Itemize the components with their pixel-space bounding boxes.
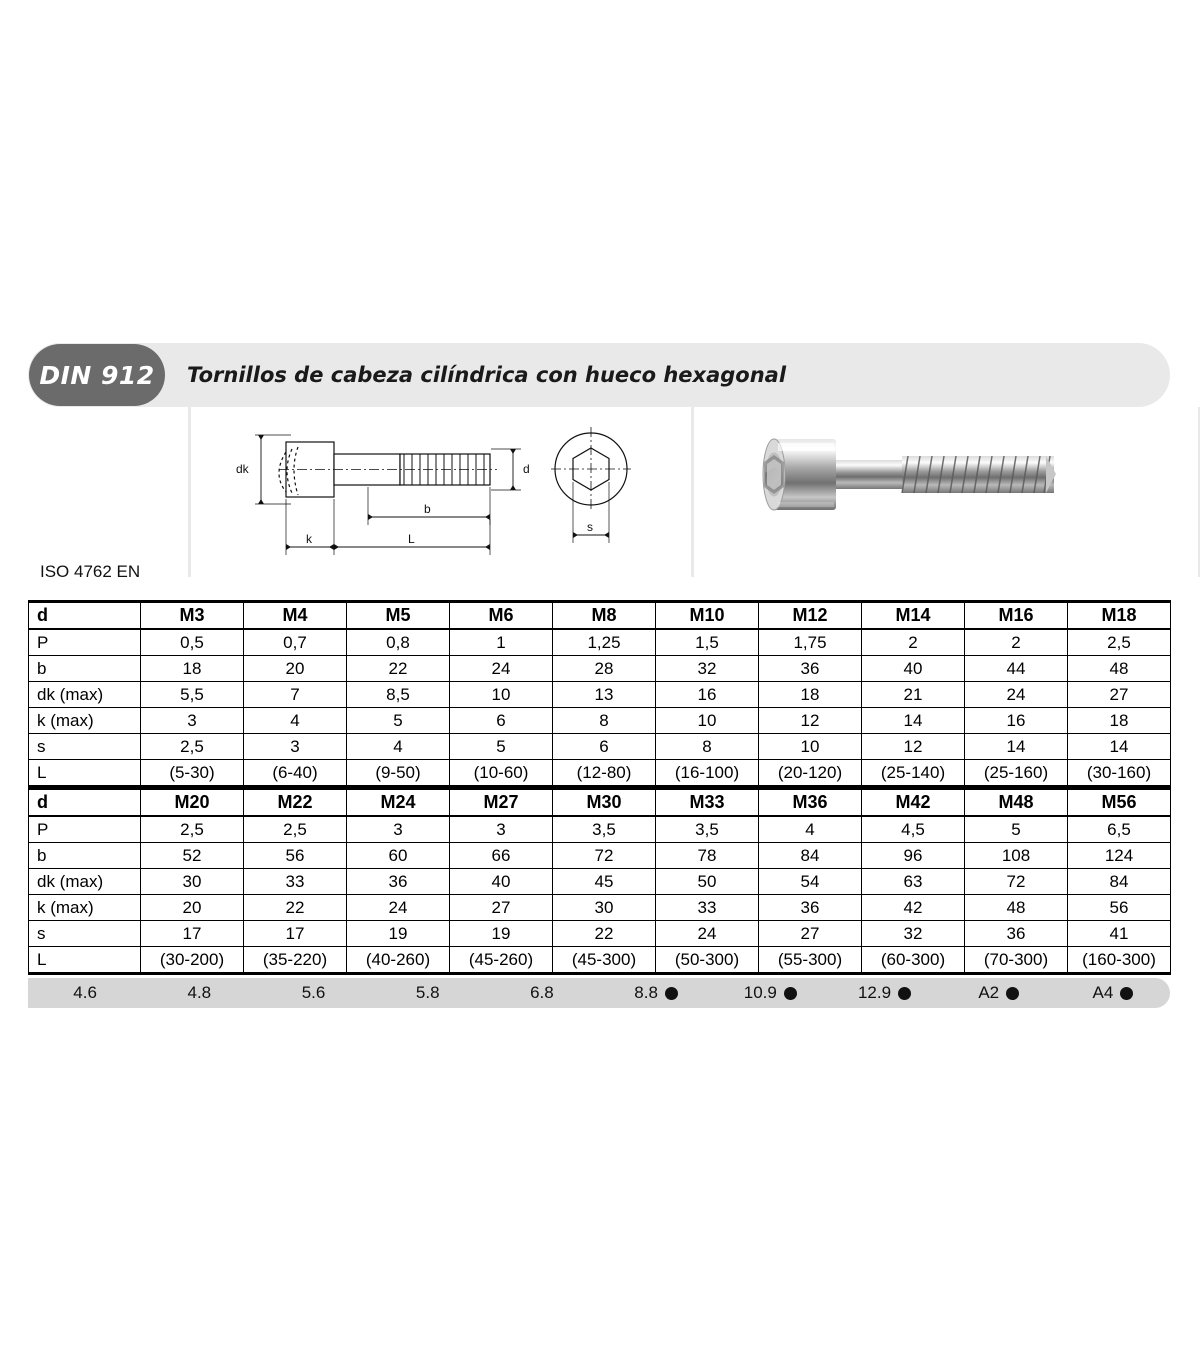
row-label: k (max) xyxy=(29,708,141,734)
cell: 84 xyxy=(759,843,862,869)
cell: (45-260) xyxy=(450,947,553,974)
product-photo-panel xyxy=(694,407,1200,577)
cell: 48 xyxy=(1068,656,1171,682)
table-row xyxy=(29,895,1171,921)
grade-label: 6.8 xyxy=(530,983,554,1002)
cell: 32 xyxy=(862,921,965,947)
grade-item xyxy=(942,983,1056,1003)
table2-header-cell: d xyxy=(29,789,141,817)
grade-label: 4.6 xyxy=(73,983,97,1002)
cell: 13 xyxy=(553,682,656,708)
cell: 20 xyxy=(244,656,347,682)
grade-item xyxy=(28,983,142,1003)
cell: 32 xyxy=(656,656,759,682)
grade-available-dot xyxy=(1006,987,1019,1000)
table2-header-cell: M30 xyxy=(553,789,656,817)
cell: 24 xyxy=(347,895,450,921)
cell: 3 xyxy=(141,708,244,734)
cell: 19 xyxy=(450,921,553,947)
cell: 24 xyxy=(450,656,553,682)
cell: 27 xyxy=(1068,682,1171,708)
table2-header-cell: M48 xyxy=(965,789,1068,817)
cell: 19 xyxy=(347,921,450,947)
cell: 10 xyxy=(759,734,862,760)
table2-header-cell: M36 xyxy=(759,789,862,817)
grade-item xyxy=(256,983,370,1003)
cell: 27 xyxy=(759,921,862,947)
grade-label: 5.6 xyxy=(301,983,326,1002)
table1-header-cell: d xyxy=(29,602,141,630)
cell: 4 xyxy=(347,734,450,760)
table2-header-cell: M27 xyxy=(450,789,553,817)
cell: 22 xyxy=(244,895,347,921)
cell: 56 xyxy=(1068,895,1171,921)
cell: 108 xyxy=(965,843,1068,869)
cell: (9-50) xyxy=(347,760,450,787)
cell: 16 xyxy=(965,708,1068,734)
cell: (25-140) xyxy=(862,760,965,787)
cell: 12 xyxy=(862,734,965,760)
row-label: L xyxy=(29,947,141,974)
grade-label: 4.8 xyxy=(187,983,212,1002)
row-label: b xyxy=(29,656,141,682)
table1-header-cell: M3 xyxy=(141,602,244,630)
cell: 4 xyxy=(244,708,347,734)
cell: 2,5 xyxy=(244,816,347,843)
cell: 33 xyxy=(244,869,347,895)
cell: (55-300) xyxy=(759,947,862,974)
cell: 8,5 xyxy=(347,682,450,708)
cell: 5 xyxy=(347,708,450,734)
din-standard-badge: DIN 912 xyxy=(29,344,165,406)
cell: 1,75 xyxy=(759,629,862,656)
cell: 60 xyxy=(347,843,450,869)
row-label: dk (max) xyxy=(29,869,141,895)
cell: 20 xyxy=(141,895,244,921)
cell: 1 xyxy=(450,629,553,656)
cell: 0,5 xyxy=(141,629,244,656)
spec-table-small-sizes xyxy=(28,600,1171,788)
cell: (30-160) xyxy=(1068,760,1171,787)
dim-label-s: s xyxy=(587,520,593,534)
cell: 14 xyxy=(862,708,965,734)
cell: (6-40) xyxy=(244,760,347,787)
row-label: s xyxy=(29,734,141,760)
cell: 72 xyxy=(553,843,656,869)
table-row xyxy=(29,734,1171,760)
cell: 45 xyxy=(553,869,656,895)
cell: 124 xyxy=(1068,843,1171,869)
cell: 10 xyxy=(656,708,759,734)
cell: 10 xyxy=(450,682,553,708)
table1-header-cell: M12 xyxy=(759,602,862,630)
table1-header-cell: M5 xyxy=(347,602,450,630)
spec-table-large-sizes xyxy=(28,787,1171,975)
cell: 17 xyxy=(141,921,244,947)
cell: 78 xyxy=(656,843,759,869)
grade-item xyxy=(371,983,485,1003)
cell: 54 xyxy=(759,869,862,895)
table-header-row xyxy=(29,789,1171,817)
cell: (70-300) xyxy=(965,947,1068,974)
cell: 18 xyxy=(759,682,862,708)
cell: 0,8 xyxy=(347,629,450,656)
grade-item xyxy=(142,983,256,1003)
table2-header-cell: M56 xyxy=(1068,789,1171,817)
grade-label: A4 xyxy=(1092,983,1114,1002)
cell: 6 xyxy=(450,708,553,734)
cell: 41 xyxy=(1068,921,1171,947)
table1-header-cell: M14 xyxy=(862,602,965,630)
grade-available-dot xyxy=(898,987,911,1000)
cell: 17 xyxy=(244,921,347,947)
cell: (40-260) xyxy=(347,947,450,974)
grade-item xyxy=(713,983,827,1003)
cell: 30 xyxy=(141,869,244,895)
table1-header-cell: M16 xyxy=(965,602,1068,630)
cell: (45-300) xyxy=(553,947,656,974)
cell: 7 xyxy=(244,682,347,708)
grade-available-dot xyxy=(665,987,678,1000)
table-row xyxy=(29,947,1171,974)
cell: 2,5 xyxy=(141,816,244,843)
table-row xyxy=(29,760,1171,787)
cell: (16-100) xyxy=(656,760,759,787)
cell: 5 xyxy=(965,816,1068,843)
grade-label: 10.9 xyxy=(743,983,777,1002)
cell: 2 xyxy=(862,629,965,656)
cell: 6 xyxy=(553,734,656,760)
row-label: b xyxy=(29,843,141,869)
grade-label: A2 xyxy=(978,983,1000,1002)
cell: (160-300) xyxy=(1068,947,1171,974)
grade-item xyxy=(599,983,713,1003)
page-title: Tornillos de cabeza cilíndrica con hueco hexagonal xyxy=(187,363,787,387)
cell: 24 xyxy=(965,682,1068,708)
cell: 3,5 xyxy=(553,816,656,843)
table-row xyxy=(29,682,1171,708)
row-label: P xyxy=(29,816,141,843)
grade-label: 12.9 xyxy=(857,983,892,1002)
cell: (30-200) xyxy=(141,947,244,974)
table1-header-cell: M6 xyxy=(450,602,553,630)
cell: 36 xyxy=(759,895,862,921)
dim-label-L: L xyxy=(408,532,415,546)
cell: (10-60) xyxy=(450,760,553,787)
grade-item xyxy=(1056,983,1170,1003)
cell: (5-30) xyxy=(141,760,244,787)
cell: 84 xyxy=(1068,869,1171,895)
table2-header-cell: M22 xyxy=(244,789,347,817)
cell: 0,7 xyxy=(244,629,347,656)
cell: 2,5 xyxy=(141,734,244,760)
table2-header-cell: M42 xyxy=(862,789,965,817)
cell: 8 xyxy=(656,734,759,760)
cell: 42 xyxy=(862,895,965,921)
cell: 33 xyxy=(656,895,759,921)
cell: (25-160) xyxy=(965,760,1068,787)
cell: 36 xyxy=(347,869,450,895)
cell: 72 xyxy=(965,869,1068,895)
header-band xyxy=(28,343,1170,407)
cell: 56 xyxy=(244,843,347,869)
cell: 36 xyxy=(759,656,862,682)
cell: (50-300) xyxy=(656,947,759,974)
cell: 6,5 xyxy=(1068,816,1171,843)
grade-label: 8.8 xyxy=(634,983,658,1002)
table-row xyxy=(29,921,1171,947)
cell: (60-300) xyxy=(862,947,965,974)
dim-label-b: b xyxy=(424,502,431,516)
row-label: s xyxy=(29,921,141,947)
table2-header-cell: M20 xyxy=(141,789,244,817)
cell: 18 xyxy=(141,656,244,682)
cell: 3 xyxy=(450,816,553,843)
table-row xyxy=(29,656,1171,682)
cell: 1,25 xyxy=(553,629,656,656)
cell: 50 xyxy=(656,869,759,895)
table-header-row xyxy=(29,602,1171,630)
technical-drawing-panel xyxy=(188,407,694,577)
grade-item xyxy=(485,983,599,1003)
table2-header-cell: M24 xyxy=(347,789,450,817)
cell: 22 xyxy=(347,656,450,682)
cell: 2 xyxy=(965,629,1068,656)
cell: 3 xyxy=(347,816,450,843)
cell: 5,5 xyxy=(141,682,244,708)
dim-label-d: d xyxy=(523,462,530,476)
cell: 96 xyxy=(862,843,965,869)
cell: 8 xyxy=(553,708,656,734)
table-row xyxy=(29,816,1171,843)
dim-label-k: k xyxy=(306,532,312,546)
cell: 28 xyxy=(553,656,656,682)
cell: 40 xyxy=(450,869,553,895)
cell: 14 xyxy=(1068,734,1171,760)
table-row xyxy=(29,869,1171,895)
cell: 63 xyxy=(862,869,965,895)
cell: 44 xyxy=(965,656,1068,682)
cell: (35-220) xyxy=(244,947,347,974)
row-label: P xyxy=(29,629,141,656)
row-label: L xyxy=(29,760,141,787)
screw-technical-drawing xyxy=(191,407,691,577)
table-row xyxy=(29,629,1171,656)
cell: 48 xyxy=(965,895,1068,921)
cell: 27 xyxy=(450,895,553,921)
cell: (20-120) xyxy=(759,760,862,787)
cell: 5 xyxy=(450,734,553,760)
strength-grades-bar xyxy=(28,978,1170,1008)
cell: 2,5 xyxy=(1068,629,1171,656)
cell: 66 xyxy=(450,843,553,869)
drawing-row xyxy=(28,407,1170,589)
cell: 52 xyxy=(141,843,244,869)
standard-label: ISO 4762 EN xyxy=(40,562,141,581)
grade-available-dot xyxy=(784,987,797,1000)
cell: 3,5 xyxy=(656,816,759,843)
socket-head-screw-photo xyxy=(694,407,1198,577)
cell: 21 xyxy=(862,682,965,708)
cell: 22 xyxy=(553,921,656,947)
table1-header-cell: M10 xyxy=(656,602,759,630)
cell: 16 xyxy=(656,682,759,708)
row-label: k (max) xyxy=(29,895,141,921)
cell: 1,5 xyxy=(656,629,759,656)
table1-header-cell: M8 xyxy=(553,602,656,630)
grade-item xyxy=(827,983,941,1003)
dim-label-dk: dk xyxy=(236,462,249,476)
cell: 30 xyxy=(553,895,656,921)
table-row xyxy=(29,708,1171,734)
cell: 24 xyxy=(656,921,759,947)
table-row xyxy=(29,843,1171,869)
table1-header-cell: M4 xyxy=(244,602,347,630)
grade-available-dot xyxy=(1120,987,1133,1000)
cell: 40 xyxy=(862,656,965,682)
cell: 4,5 xyxy=(862,816,965,843)
cell: 36 xyxy=(965,921,1068,947)
cell: 4 xyxy=(759,816,862,843)
grade-label: 5.8 xyxy=(415,983,440,1002)
table2-header-cell: M33 xyxy=(656,789,759,817)
cell: (12-80) xyxy=(553,760,656,787)
row-label: dk (max) xyxy=(29,682,141,708)
cell: 3 xyxy=(244,734,347,760)
cell: 18 xyxy=(1068,708,1171,734)
cell: 14 xyxy=(965,734,1068,760)
cell: 12 xyxy=(759,708,862,734)
table1-header-cell: M18 xyxy=(1068,602,1171,630)
